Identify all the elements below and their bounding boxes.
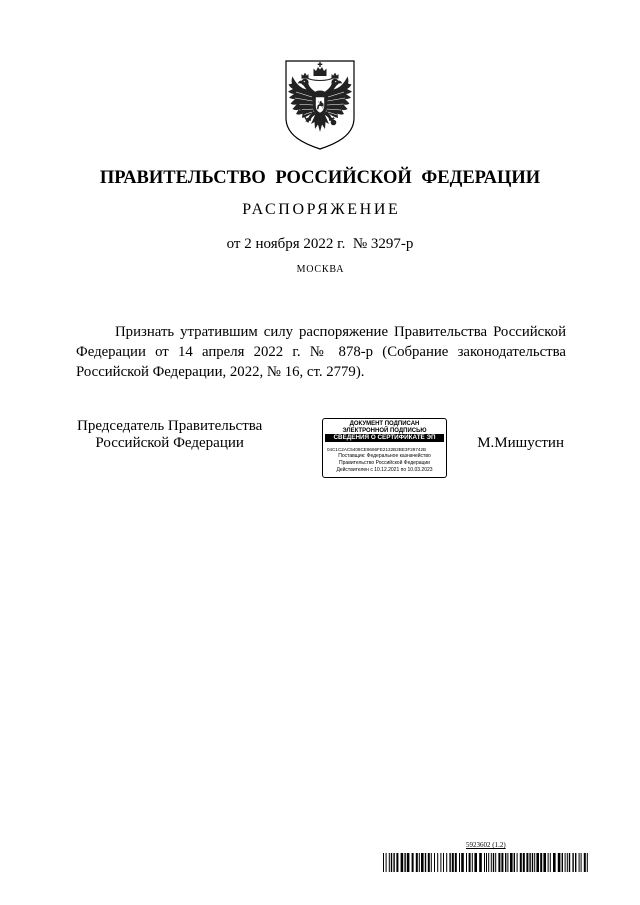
signatory-position-line2: Российской Федерации (95, 435, 244, 451)
barcode-bar (391, 853, 392, 872)
barcode-bar (558, 853, 561, 872)
barcode-bar (389, 853, 390, 872)
barcode-bar (517, 853, 518, 872)
barcode-bar (479, 853, 482, 872)
date-number-line (0, 234, 640, 254)
barcode-bar (510, 853, 513, 872)
barcode-bar (401, 853, 404, 872)
barcode-bar (474, 853, 477, 872)
signatory-position (77, 418, 262, 452)
barcode-bar (550, 853, 551, 872)
barcode-bar (461, 853, 464, 872)
signatory-position-line1: Председатель Правительства (77, 418, 263, 434)
barcode-bar (484, 853, 485, 872)
barcode-bar (523, 853, 525, 872)
barcode-bar (416, 853, 418, 872)
barcode-bar (428, 853, 430, 872)
left-eye (304, 81, 305, 82)
crown-cross-icon (318, 62, 323, 67)
government-title: ПРАВИТЕЛЬСТВО РОССИЙСКОЙ ФЕДЕРАЦИИ (99, 168, 541, 188)
barcode-bar (431, 853, 432, 872)
barcode-bar (567, 853, 568, 872)
document-date: от 2 ноября 2022 г. (226, 236, 346, 252)
barcode-bar (543, 853, 546, 872)
barcode-bar (536, 853, 539, 872)
barcode-bar (412, 853, 414, 872)
barcode-bar (459, 853, 460, 872)
barcode-bar (446, 853, 447, 872)
order-paragraph: Признать утратившим силу распоряжение Правительства Российской Федерации от 14 апреля 2022 г. № 878-р (Собрание законодательства Российской Федерации, 2022, № 16, ст. 2779). (76, 324, 566, 380)
left-beak (298, 81, 302, 84)
barcode-bar (466, 853, 467, 872)
barcode-bar (507, 853, 508, 872)
stamp-title-line2: ЭЛЕКТРОННОЙ ПОДПИСЬЮ (342, 428, 427, 434)
barcode-bar (386, 853, 387, 872)
barcode-bar (434, 853, 435, 872)
barcode-bar (498, 853, 500, 872)
barcode-bar (437, 853, 438, 872)
barcode-bar (396, 853, 398, 872)
barcode-bar (532, 853, 533, 872)
barcode-bar (407, 853, 410, 872)
barcode-bar (486, 853, 487, 872)
stamp-certificate-header: СВЕДЕНИЯ О СЕРТИФИКАТЕ ЭП (325, 434, 444, 442)
barcode-bar (575, 853, 576, 872)
barcode-bar (449, 853, 450, 872)
barcode-bar (455, 853, 457, 872)
barcode-bar (514, 853, 515, 872)
barcode-bar (569, 853, 570, 872)
barcode-icon (383, 853, 590, 872)
signatory-name: М.Мишустин (477, 435, 564, 451)
left-head (301, 79, 308, 86)
barcode-bar (469, 853, 471, 872)
e-signature-stamp (322, 418, 447, 478)
barcode-bar (579, 853, 580, 872)
barcode-bar (565, 853, 566, 872)
barcode-bar (421, 853, 424, 872)
barcode-bar (440, 853, 441, 872)
barcode-bar (581, 853, 582, 872)
document-number: № 3297-р (352, 236, 414, 252)
barcode-bar (443, 853, 444, 872)
barcode-bar (393, 853, 394, 872)
document-code: 5923602 (1.2) (466, 841, 506, 849)
stamp-certificate-serial: 04C1C2AC5408CE9666FE2132B2BE3F29742B (327, 447, 427, 452)
document-type: РАСПОРЯЖЕНИЕ (242, 201, 401, 218)
barcode-bar (383, 853, 384, 872)
barcode-bar (587, 853, 588, 872)
stamp-issuer: Поставщик: Федеральное казначейство (338, 453, 431, 459)
barcode-bar (572, 853, 573, 872)
barcode-bar (488, 853, 489, 872)
stamp-title-line1: ДОКУМЕНТ ПОДПИСАН (349, 421, 420, 427)
barcode-bar (495, 853, 496, 872)
barcode-bar (493, 853, 494, 872)
barcode-bar (529, 853, 530, 872)
barcode-bar (505, 853, 506, 872)
barcode-bar (425, 853, 426, 872)
barcode-bar (419, 853, 420, 872)
barcode-bar (491, 853, 492, 872)
barcode-bar (553, 853, 556, 872)
barcode-bar (584, 853, 586, 872)
russian-coat-of-arms-icon (283, 58, 357, 152)
barcode-bar (562, 853, 563, 872)
barcode-bar (534, 853, 535, 872)
barcode-bar (501, 853, 503, 872)
crown-ribbon (306, 78, 334, 81)
barcode-bar (520, 853, 522, 872)
stamp-validity: Действителен с 10.12.2021 по 10.03.2023 (336, 467, 433, 473)
stamp-owner: Правительство Российской Федерации (339, 460, 430, 466)
barcode-bar (548, 853, 549, 872)
barcode-bar (526, 853, 528, 872)
barcode-bar (404, 853, 405, 872)
barcode-bar (540, 853, 542, 872)
barcode-bar (452, 853, 454, 872)
barcode-bar (472, 853, 473, 872)
city: МОСКВА (296, 264, 345, 275)
central-crown-icon (314, 67, 327, 76)
